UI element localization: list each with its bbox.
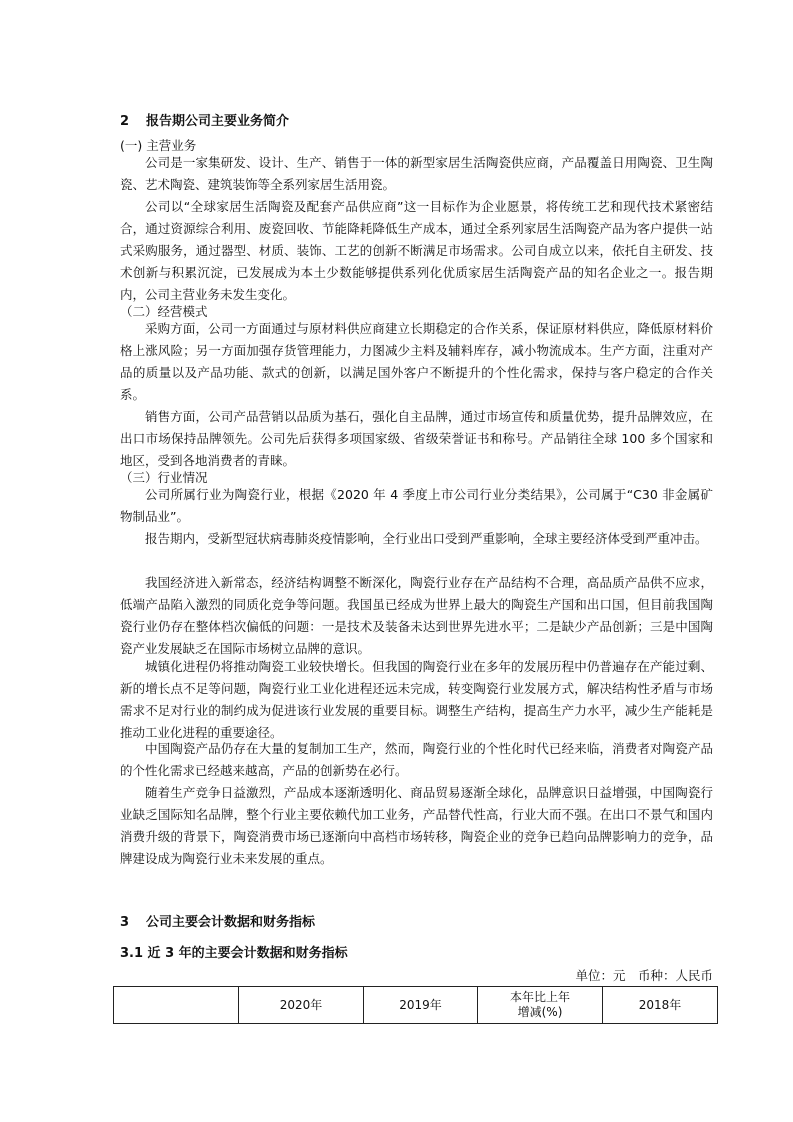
- industry-paragraph-4: 城镇化进程仍将推动陶瓷工业较快增长。但我国的陶瓷行业在多年的发展历程中仍普遍存在产能过剩、新的增长点不足等问题，陶瓷行业工业化进程还远未完成，转变陶瓷行业发展方式，解决结构性矛盾与市场需求不足对行业的制约成为促进该行业发展的重要目标。调整生产结构，提高生产力水平，减少生产能耗是推动工业化进程的重要途径。: [120, 659, 713, 740]
- table-header-2018: 2018年: [603, 987, 718, 1024]
- main-business-paragraph-2: 公司以“全球家居生活陶瓷及配套产品供应商”这一目标作为企业愿景，将传统工艺和现代技术紧密结合，通过资源综合利用、废瓷回收、节能降耗降低生产成本，通过全系列家居生活陶瓷产品为客户提供一站式采购服务，通过器型、材质、装饰、工艺的创新不断满足市场需求。公司自成立以来，依托自主研发、技术创新与积累沉淀，已发展成为本土少数能够提供系列化优质家居生活陶瓷产品的知名企业之一。报告期内，公司主营业务未发生变化。: [120, 199, 713, 302]
- industry-paragraph-3: 我国经济进入新常态，经济结构调整不断深化，陶瓷行业存在产品结构不合理，高品质产品供不应求，低端产品陷入激烈的同质化竞争等问题。我国虽已经成为世界上最大的陶瓷生产国和出口国，但目前我国陶瓷行业仍存在整体档次偏低的问题：一是技术及装备未达到世界先进水平；二是缺少产品创新；三是中国陶瓷产业发展缺乏在国际市场树立品牌的意识。: [120, 575, 713, 656]
- industry-paragraph-6: 随着生产竞争日益激烈，产品成本逐渐透明化、商品贸易逐渐全球化，品牌意识日益增强，中国陶瓷行业缺乏国际知名品牌，整个行业主要依赖代加工业务，产品替代性高，行业大而不强。在出口不景气和国内消费升级的背景下，陶瓷消费市场已逐渐向中高档市场转移，陶瓷企业的竞争已趋向品牌影响力的竞争，品牌建设成为陶瓷行业未来发展的重点。: [120, 785, 713, 866]
- table-header-item: [114, 987, 239, 1024]
- industry-heading: （三）行业情况: [120, 470, 208, 485]
- industry-paragraph-1: 公司所属行业为陶瓷行业，根据《2020 年 4 季度上市公司行业分类结果》，公司属于“C30 非金属矿物制品业”。: [120, 487, 713, 524]
- table-header-2019: 2019年: [364, 987, 478, 1024]
- currency-unit-line: 单位：元 币种：人民币: [575, 968, 713, 983]
- section-3-1-title: 3.1 近 3 年的主要会计数据和财务指标: [120, 946, 348, 961]
- business-mode-paragraph-1: 采购方面，公司一方面通过与原材料供应商建立长期稳定的合作关系，保证原材料供应，降低原材料价格上涨风险；另一方面加强存货管理能力，力图减少主料及辅料库存，减小物流成本。生产方面，注重对产品的质量以及产品功能、款式的创新，以满足国外客户不断提升的个性化需求，保持与客户稳定的合作关系。: [120, 321, 713, 402]
- section-2-title: [120, 110, 289, 129]
- section-3-number: 3: [120, 915, 130, 930]
- business-mode-heading: （二）经营模式: [120, 304, 208, 319]
- business-mode-paragraph-2: 销售方面，公司产品营销以品质为基石，强化自主品牌，通过市场宣传和质量优势，提升品牌效应，在出口市场保持品牌领先。公司先后获得多项国家级、省级荣誉证书和称号。产品销往全球 100 多个国家和地区，受到各地消费者的青睐。: [120, 409, 713, 468]
- section-2-number: 2: [120, 114, 130, 129]
- section-2-text: 报告期公司主要业务简介: [146, 114, 290, 129]
- section-3-text: 公司主要会计数据和财务指标: [146, 915, 316, 930]
- table-header-change: 本年比上年增减(%): [478, 987, 603, 1024]
- main-business-heading: (一) 主营业务: [120, 138, 197, 153]
- main-business-paragraph-1: 公司是一家集研发、设计、生产、销售于一体的新型家居生活陶瓷供应商，产品覆盖日用陶瓷、卫生陶瓷、艺术陶瓷、建筑装饰等全系列家居生活用瓷。: [120, 155, 713, 192]
- industry-paragraph-2: 报告期内，受新型冠状病毒肺炎疫情影响，全行业出口受到严重影响，全球主要经济体受到严重冲击。: [145, 531, 708, 546]
- financial-indicators-table: [113, 986, 718, 1024]
- industry-paragraph-5: 中国陶瓷产品仍存在大量的复制加工生产，然而，陶瓷行业的个性化时代已经来临，消费者对陶瓷产品的个性化需求已经越来越高，产品的创新势在必行。: [120, 741, 713, 778]
- table-header-row: [114, 987, 718, 1024]
- section-3-title: [120, 911, 315, 930]
- table-header-2020: 2020年: [239, 987, 364, 1024]
